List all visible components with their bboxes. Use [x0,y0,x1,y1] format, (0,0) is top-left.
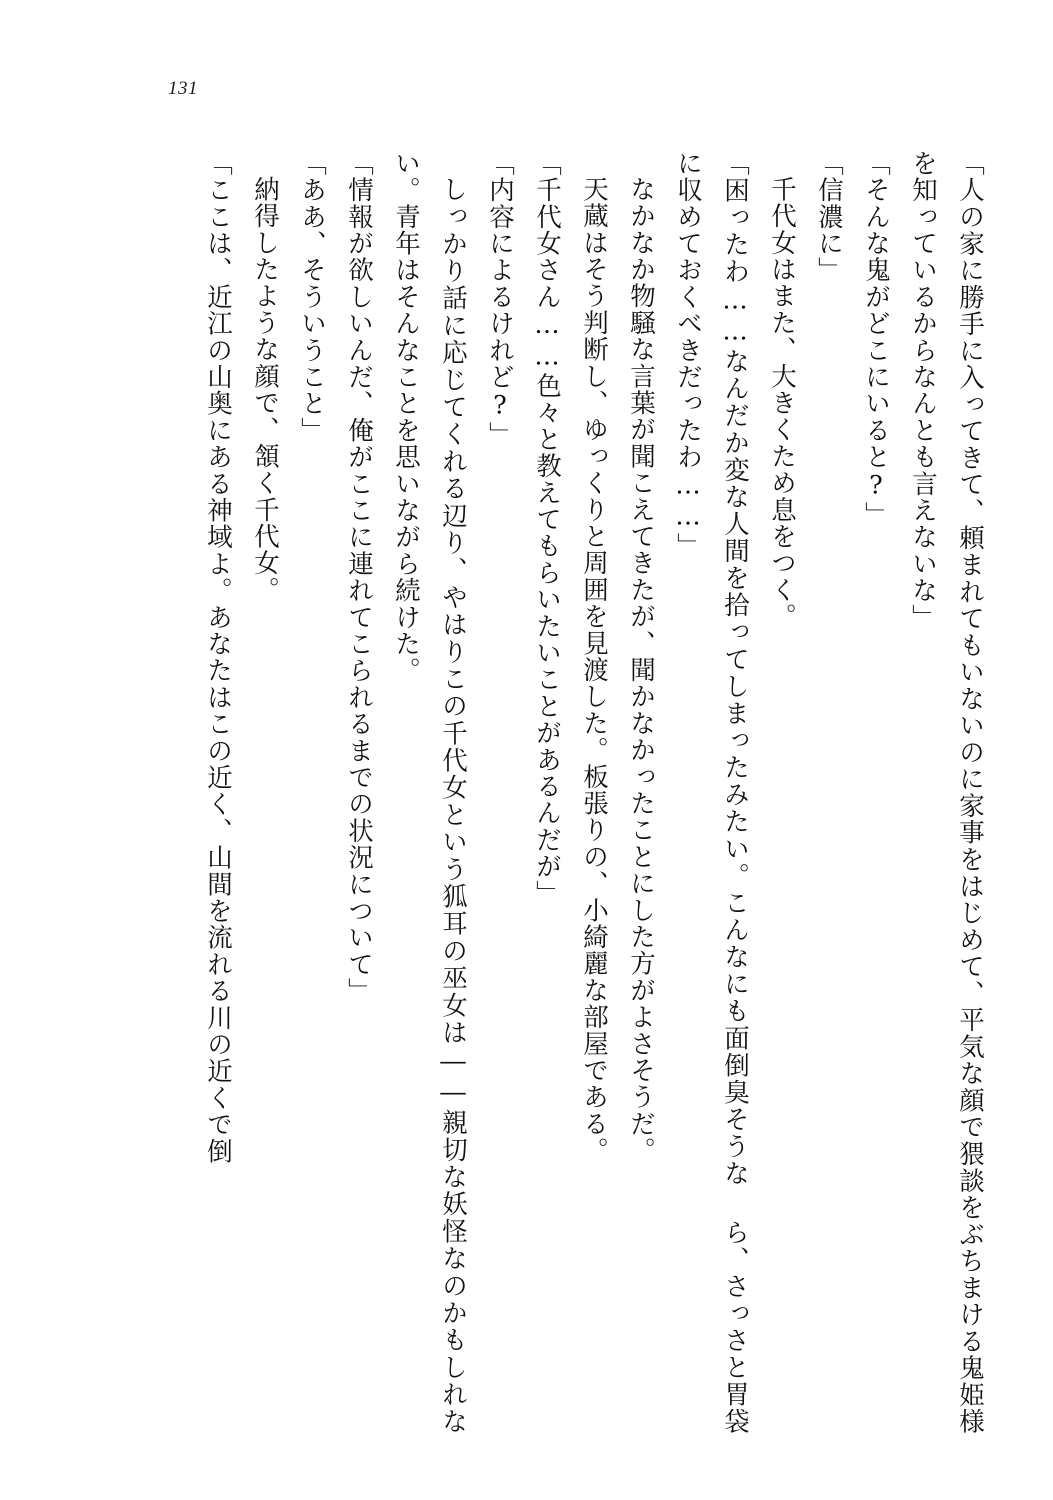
paragraph: 「そんな鬼がどこにいると?」 [861,150,891,529]
paragraph: 「人の家に勝手に入ってきて、頼まれてもいないのに家事をはじめて、平気な顔で猥談をぶちまける鬼姫様を知っているからなんとも言えないな」 [908,150,985,1435]
paragraph: 「信濃に」 [814,150,844,284]
paragraph: 「ここは、近江の山奥にある神域よ。あなたはこの近く、山間を流れる川の近くで倒 [203,150,233,1165]
page-number: 131 [168,78,198,99]
paragraph: 「ああ、そういうこと」 [297,150,327,444]
page-body-text [113,150,993,1435]
paragraph: しっかり話に応じてくれる辺り、やはりこの千代女という狐耳の巫女は――親切な妖怪なのかもしれない。青年はそんなことを思いながら続けた。 [391,150,468,1435]
paragraph: 「情報が欲しいんだ、俺がここに連れてこられるまでの状況について」 [344,150,374,1005]
paragraph: 納得したような顔で、頷く千代女。 [250,176,280,604]
paragraph: 千代女はまた、大きくため息をつく。 [767,176,797,630]
paragraph: 天蔵はそう判断し、ゆっくりと周囲を見渡した。板張りの、小綺麗な部屋である。 [579,176,609,1164]
paragraph: なかなか物騒な言葉が聞こえてきたが、聞かなかったことにした方がよさそうだ。 [626,176,656,1164]
paragraph: 「千代女さん……色々と教えてもらいたいことがあるんだが」 [532,150,562,907]
paragraph: 「内容によるけれど?」 [485,150,515,449]
paragraph: 「困ったわ……なんだか変な人間を拾ってしまったみたい。こんなにも面倒臭そうな ら、さっさと胃袋に収めておくべきだったわ……」 [673,150,750,1435]
